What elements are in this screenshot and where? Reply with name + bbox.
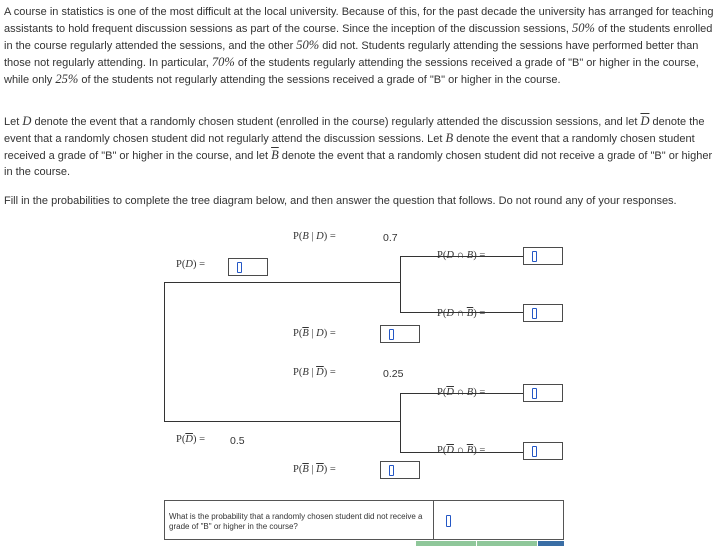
label-p-d-and-bbar: P(D ∩ $\overline{B}$) = [437, 308, 486, 319]
label-p-dbar-and-b: $P(\overline{D}$ ∩ B) = [437, 387, 486, 398]
text-cursor [237, 262, 242, 273]
question-box [164, 500, 564, 540]
def-text-3: denote the event that a randomly chosen student did not regularly attend the discussion sessions. Let [4, 116, 705, 145]
text-cursor [532, 388, 537, 399]
pct-b-not-attend: 25% [55, 72, 79, 86]
intro-text-1: A course in statistics is one of the most difficult at the local university. Because of this, for the past decade the university has arranged for teaching assistants to hold frequent discussion sessions as part of the course. Since the inception of the discussion sessions, [4, 6, 714, 35]
input-p-bbar-given-dbar[interactable] [380, 461, 420, 479]
intro-text-5: of the students not regularly attending the sessions received a grade of "B" or higher in the course. [78, 74, 561, 86]
text-cursor [389, 329, 394, 340]
var-bbar: $\overline{B}$ [271, 148, 279, 162]
value-p-dbar: 0.5 [230, 435, 245, 447]
label-p-bbar-given-d: $P(\overline{B}$ | D) = [293, 328, 336, 339]
var-b: B [445, 131, 454, 145]
input-p-bbar-given-d[interactable] [380, 325, 420, 343]
pct-attended: 50% [572, 21, 595, 35]
tree-branch-d [164, 282, 400, 283]
text-cursor [389, 465, 394, 476]
input-p-d[interactable] [228, 258, 268, 276]
pct-not-attended: 50% [296, 38, 320, 52]
def-text-1: Let [4, 116, 23, 128]
tree-dbar-vertical [400, 393, 401, 453]
value-p-b-given-dbar: 0.25 [383, 368, 404, 380]
def-text-2: denote the event that a randomly chosen student (enrolled in the course) regularly attended the discussion sessions, and let [31, 116, 641, 128]
question-text: What is the probability that a randomly chosen student did not receive a grade of "B" or higher in the course? [169, 512, 423, 531]
bottom-tab-2[interactable] [477, 541, 537, 546]
def-text-4: denote the event that a randomly chosen student received a grade of "B" or higher in the course, and let [4, 133, 695, 162]
instructions-paragraph: Fill in the probabilities to complete the tree diagram below, and then answer the question that follows. Do not round any of your responses. [4, 195, 677, 207]
input-p-dbar-and-bbar[interactable] [523, 442, 563, 460]
value-p-b-given-d: 0.7 [383, 232, 398, 244]
var-dbar: $\overline{D}$ [640, 114, 650, 128]
text-cursor [532, 308, 537, 319]
label-p-dbar: $P(\overline{D})$ = [176, 434, 205, 445]
input-p-d-and-b[interactable] [523, 247, 563, 265]
question-answer-input[interactable] [446, 515, 451, 527]
def-text-5: denote the event that a randomly chosen student did not receive a grade of "B" or higher in the course. [4, 150, 713, 178]
bottom-tab-3[interactable] [538, 541, 564, 546]
text-cursor [532, 251, 537, 262]
intro-text-2: of the students enrolled in the course regularly attended the sessions, and the other [4, 23, 713, 52]
tree-root-vertical [164, 282, 165, 422]
pct-b-attend: 70% [211, 55, 235, 69]
label-p-d-and-b: P(D ∩ B) = [437, 250, 486, 261]
var-d: D [22, 114, 32, 128]
label-p-b-given-dbar: P(B | $\overline{D}$) = [293, 367, 336, 378]
label-p-dbar-and-bbar: $P(\overline{D}$ ∩ $\overline{B}$) = [437, 445, 486, 456]
text-cursor [532, 446, 537, 457]
input-p-dbar-and-b[interactable] [523, 384, 563, 402]
problem-intro-paragraph [4, 4, 716, 88]
intro-text-4: of the students regularly attending the sessions received a grade of "B" or higher in the course, while only [4, 57, 699, 86]
label-p-d: P(D) = [176, 259, 205, 270]
label-p-bbar-given-dbar: $P(\overline{B}$ | $\overline{D}$) = [293, 464, 336, 475]
tree-branch-dbar [164, 421, 400, 422]
event-definitions-paragraph [4, 113, 716, 180]
question-divider [433, 501, 434, 539]
label-p-b-given-d: P(B | D) = [293, 231, 336, 242]
tree-d-vertical [400, 256, 401, 313]
bottom-tab-1[interactable] [416, 541, 476, 546]
intro-text-3: did not. Students regularly attending the sessions have performed better than those not regularly attending. In particular, [4, 40, 699, 69]
input-p-d-and-bbar[interactable] [523, 304, 563, 322]
